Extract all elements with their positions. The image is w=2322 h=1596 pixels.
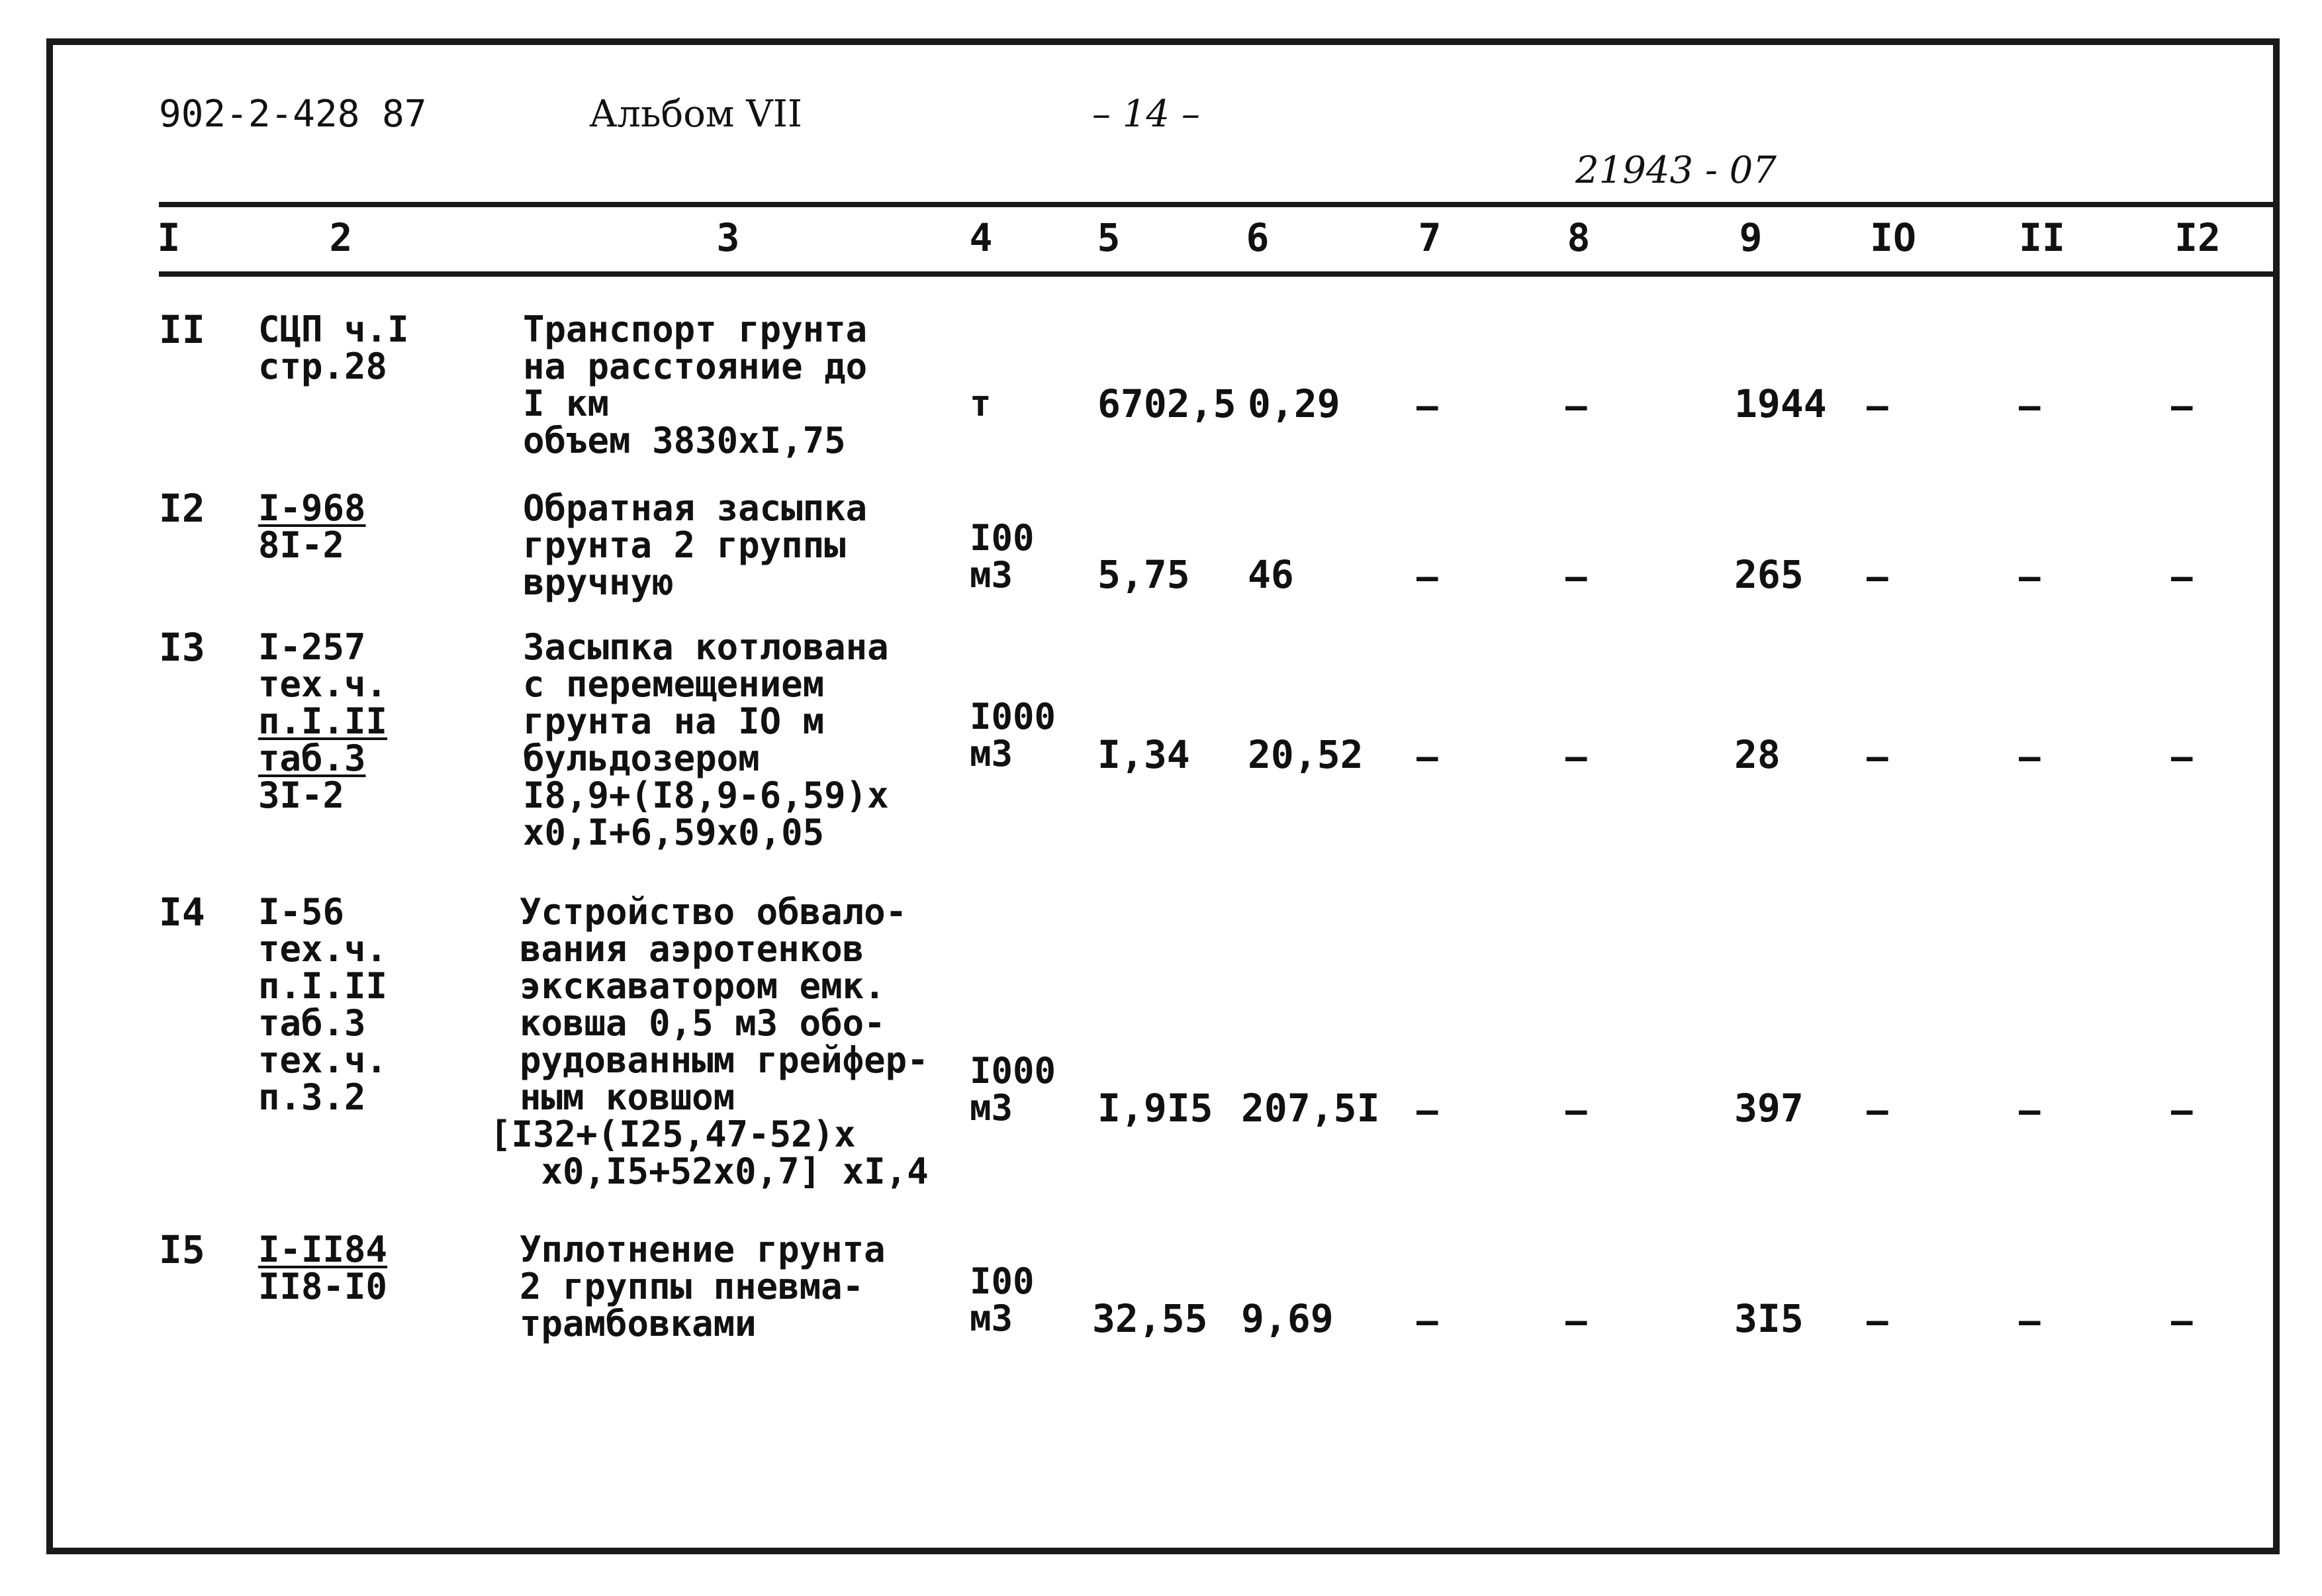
col-header-3: 3 bbox=[716, 215, 740, 260]
unit-line: м3 bbox=[970, 1087, 1013, 1129]
col-header-1: I bbox=[157, 215, 181, 260]
quantity: 5,75 bbox=[1097, 552, 1190, 597]
ref-line: п.I.II bbox=[258, 700, 388, 742]
quantity: 32,55 bbox=[1092, 1296, 1208, 1341]
col11-value: – bbox=[2019, 736, 2041, 778]
unit-cost: 9,69 bbox=[1241, 1296, 1334, 1341]
desc-line: трамбовками bbox=[520, 1303, 757, 1344]
total-cost: 3I5 bbox=[1734, 1296, 1804, 1341]
total-cost: 1944 bbox=[1734, 381, 1827, 426]
col11-value: – bbox=[2019, 385, 2041, 427]
work-description bbox=[523, 487, 868, 603]
ref-line: таб.3 bbox=[258, 737, 366, 779]
ref-line: СЦП ч.I bbox=[258, 308, 409, 350]
quantity: I,34 bbox=[1097, 732, 1190, 777]
desc-line: с перемещением bbox=[523, 663, 825, 705]
doc-code bbox=[159, 93, 427, 136]
header-rule-bottom bbox=[159, 271, 2274, 277]
total-cost: 397 bbox=[1734, 1086, 1804, 1131]
ref-line: п.3.2 bbox=[258, 1076, 366, 1118]
col10-value: – bbox=[1867, 385, 1888, 427]
norm-reference bbox=[258, 891, 388, 1118]
col-header-12: I2 bbox=[2174, 215, 2221, 260]
col-header-10: IO bbox=[1870, 215, 1916, 260]
row-number: I3 bbox=[159, 625, 205, 670]
col-header-6: 6 bbox=[1246, 215, 1270, 260]
norm-reference bbox=[258, 1231, 387, 1342]
desc-line: ным ковшом bbox=[520, 1076, 735, 1118]
reference-number-text: 21943 - 07 bbox=[1575, 149, 1777, 192]
desc-line: х0,I5+52х0,7] хI,4 bbox=[520, 1150, 929, 1192]
desc-line: Засыпка котлована bbox=[523, 626, 889, 668]
col-header-8: 8 bbox=[1567, 215, 1591, 260]
ref-line: I-56 bbox=[258, 891, 345, 933]
desc-line: рудованным грейфер- bbox=[520, 1039, 929, 1081]
desc-line: экскаватором емк. bbox=[520, 965, 886, 1007]
col-header-7: 7 bbox=[1418, 215, 1442, 260]
unit bbox=[970, 1260, 1035, 1339]
col12-value: – bbox=[2171, 556, 2193, 598]
col8-value: – bbox=[1565, 736, 1587, 778]
col-header-9: 9 bbox=[1739, 215, 1763, 260]
album-label bbox=[589, 93, 802, 136]
col12-value: – bbox=[2171, 1300, 2193, 1342]
desc-line: вручную bbox=[523, 561, 674, 603]
col8-value: – bbox=[1565, 556, 1587, 598]
desc-line: 2 группы пневма- bbox=[520, 1266, 864, 1307]
col-header-2: 2 bbox=[329, 215, 353, 260]
desc-line: Транспорт грунта bbox=[523, 308, 868, 350]
col7-value: – bbox=[1416, 1300, 1438, 1342]
unit-cost: 207,5I bbox=[1241, 1086, 1380, 1131]
quantity: I,9I5 bbox=[1097, 1086, 1213, 1131]
ref-line: 8I-2 bbox=[258, 524, 345, 566]
row-number: I5 bbox=[159, 1227, 205, 1272]
unit bbox=[970, 1050, 1056, 1129]
col-header-4: 4 bbox=[969, 215, 993, 260]
desc-line: на расстояние до bbox=[523, 346, 868, 387]
ref-line: I-257 bbox=[258, 626, 366, 668]
unit-line: I00 bbox=[970, 1260, 1035, 1302]
col10-value: – bbox=[1867, 556, 1888, 598]
unit bbox=[970, 698, 1056, 773]
total-cost: 28 bbox=[1734, 732, 1781, 777]
unit bbox=[970, 517, 1035, 596]
col7-value: – bbox=[1416, 556, 1438, 598]
unit-line: I000 bbox=[970, 696, 1056, 737]
desc-line: I км bbox=[523, 383, 610, 424]
col12-value: – bbox=[2171, 385, 2193, 427]
col7-value: – bbox=[1416, 736, 1438, 778]
desc-line: Обратная засыпка bbox=[523, 487, 868, 529]
ref-line: п.I.II bbox=[258, 965, 388, 1007]
ref-line: таб.3 bbox=[258, 1002, 366, 1044]
desc-line: грунта 2 группы bbox=[523, 524, 846, 566]
doc-code-text: 902-2-428 87 bbox=[159, 93, 427, 136]
col11-value: – bbox=[2019, 1300, 2041, 1342]
desc-line: х0,I+6,59х0,05 bbox=[523, 812, 825, 853]
col8-value: – bbox=[1565, 1300, 1587, 1342]
desc-line: ковша 0,5 м3 обо- bbox=[520, 1002, 886, 1044]
col12-value: – bbox=[2171, 1090, 2193, 1131]
norm-reference bbox=[258, 626, 388, 816]
ref-line: II8-I0 bbox=[258, 1266, 388, 1307]
unit-line: I000 bbox=[970, 1050, 1056, 1092]
col-header-5: 5 bbox=[1097, 215, 1121, 260]
desc-line: объем 3830хI,75 bbox=[523, 420, 846, 461]
col-header-11: II bbox=[2019, 215, 2065, 260]
unit: т bbox=[970, 383, 992, 424]
album-text: Альбом VII bbox=[589, 93, 802, 136]
unit-line: I00 bbox=[970, 517, 1035, 559]
col7-value: – bbox=[1416, 1090, 1438, 1131]
ref-line: тех.ч. bbox=[258, 1039, 388, 1081]
work-description bbox=[520, 1231, 886, 1342]
reference-number bbox=[1575, 149, 1777, 192]
ref-line: тех.ч. bbox=[258, 663, 388, 705]
row-number: II bbox=[159, 307, 205, 352]
row-number: I2 bbox=[159, 486, 205, 531]
row-number: I4 bbox=[159, 890, 205, 935]
col11-value: – bbox=[2019, 1090, 2041, 1131]
col8-value: – bbox=[1565, 1090, 1587, 1131]
total-cost: 265 bbox=[1734, 552, 1804, 597]
desc-line: вания аэротенков bbox=[520, 928, 864, 970]
ref-line: I-II84 bbox=[258, 1229, 388, 1270]
header-rule-top bbox=[159, 202, 2274, 207]
page-number-text: – 14 – bbox=[1092, 93, 1200, 136]
desc-line: Устройство обвало- bbox=[520, 891, 907, 933]
norm-reference bbox=[258, 308, 409, 387]
desc-line: [I32+(I25,47-52)х bbox=[490, 1113, 856, 1155]
ref-line: стр.28 bbox=[258, 346, 388, 387]
work-description bbox=[523, 626, 889, 853]
col7-value: – bbox=[1416, 385, 1438, 427]
quantity: 6702,5 bbox=[1097, 381, 1236, 426]
unit-cost: 20,52 bbox=[1248, 732, 1364, 777]
unit-cost: 46 bbox=[1248, 552, 1294, 597]
desc-line: Уплотнение грунта bbox=[520, 1229, 886, 1270]
work-description bbox=[523, 308, 868, 461]
unit-line: м3 bbox=[970, 733, 1013, 775]
norm-reference bbox=[258, 487, 366, 601]
col10-value: – bbox=[1867, 1090, 1888, 1131]
desc-line: грунта на IO м bbox=[523, 700, 825, 742]
desc-line: I8,9+(I8,9-6,59)х bbox=[523, 775, 889, 816]
page-number bbox=[1092, 93, 1200, 136]
col11-value: – bbox=[2019, 556, 2041, 598]
ref-line: I-968 bbox=[258, 487, 366, 529]
unit-line: м3 bbox=[970, 554, 1013, 596]
ref-line: 3I-2 bbox=[258, 775, 345, 816]
unit-cost: 0,29 bbox=[1248, 381, 1340, 426]
col12-value: – bbox=[2171, 736, 2193, 778]
col10-value: – bbox=[1867, 1300, 1888, 1342]
work-description bbox=[490, 891, 929, 1192]
ref-line: тех.ч. bbox=[258, 928, 388, 970]
desc-line: бульдозером bbox=[523, 737, 760, 779]
col10-value: – bbox=[1867, 736, 1888, 778]
col8-value: – bbox=[1565, 385, 1587, 427]
unit-line: м3 bbox=[970, 1297, 1013, 1339]
